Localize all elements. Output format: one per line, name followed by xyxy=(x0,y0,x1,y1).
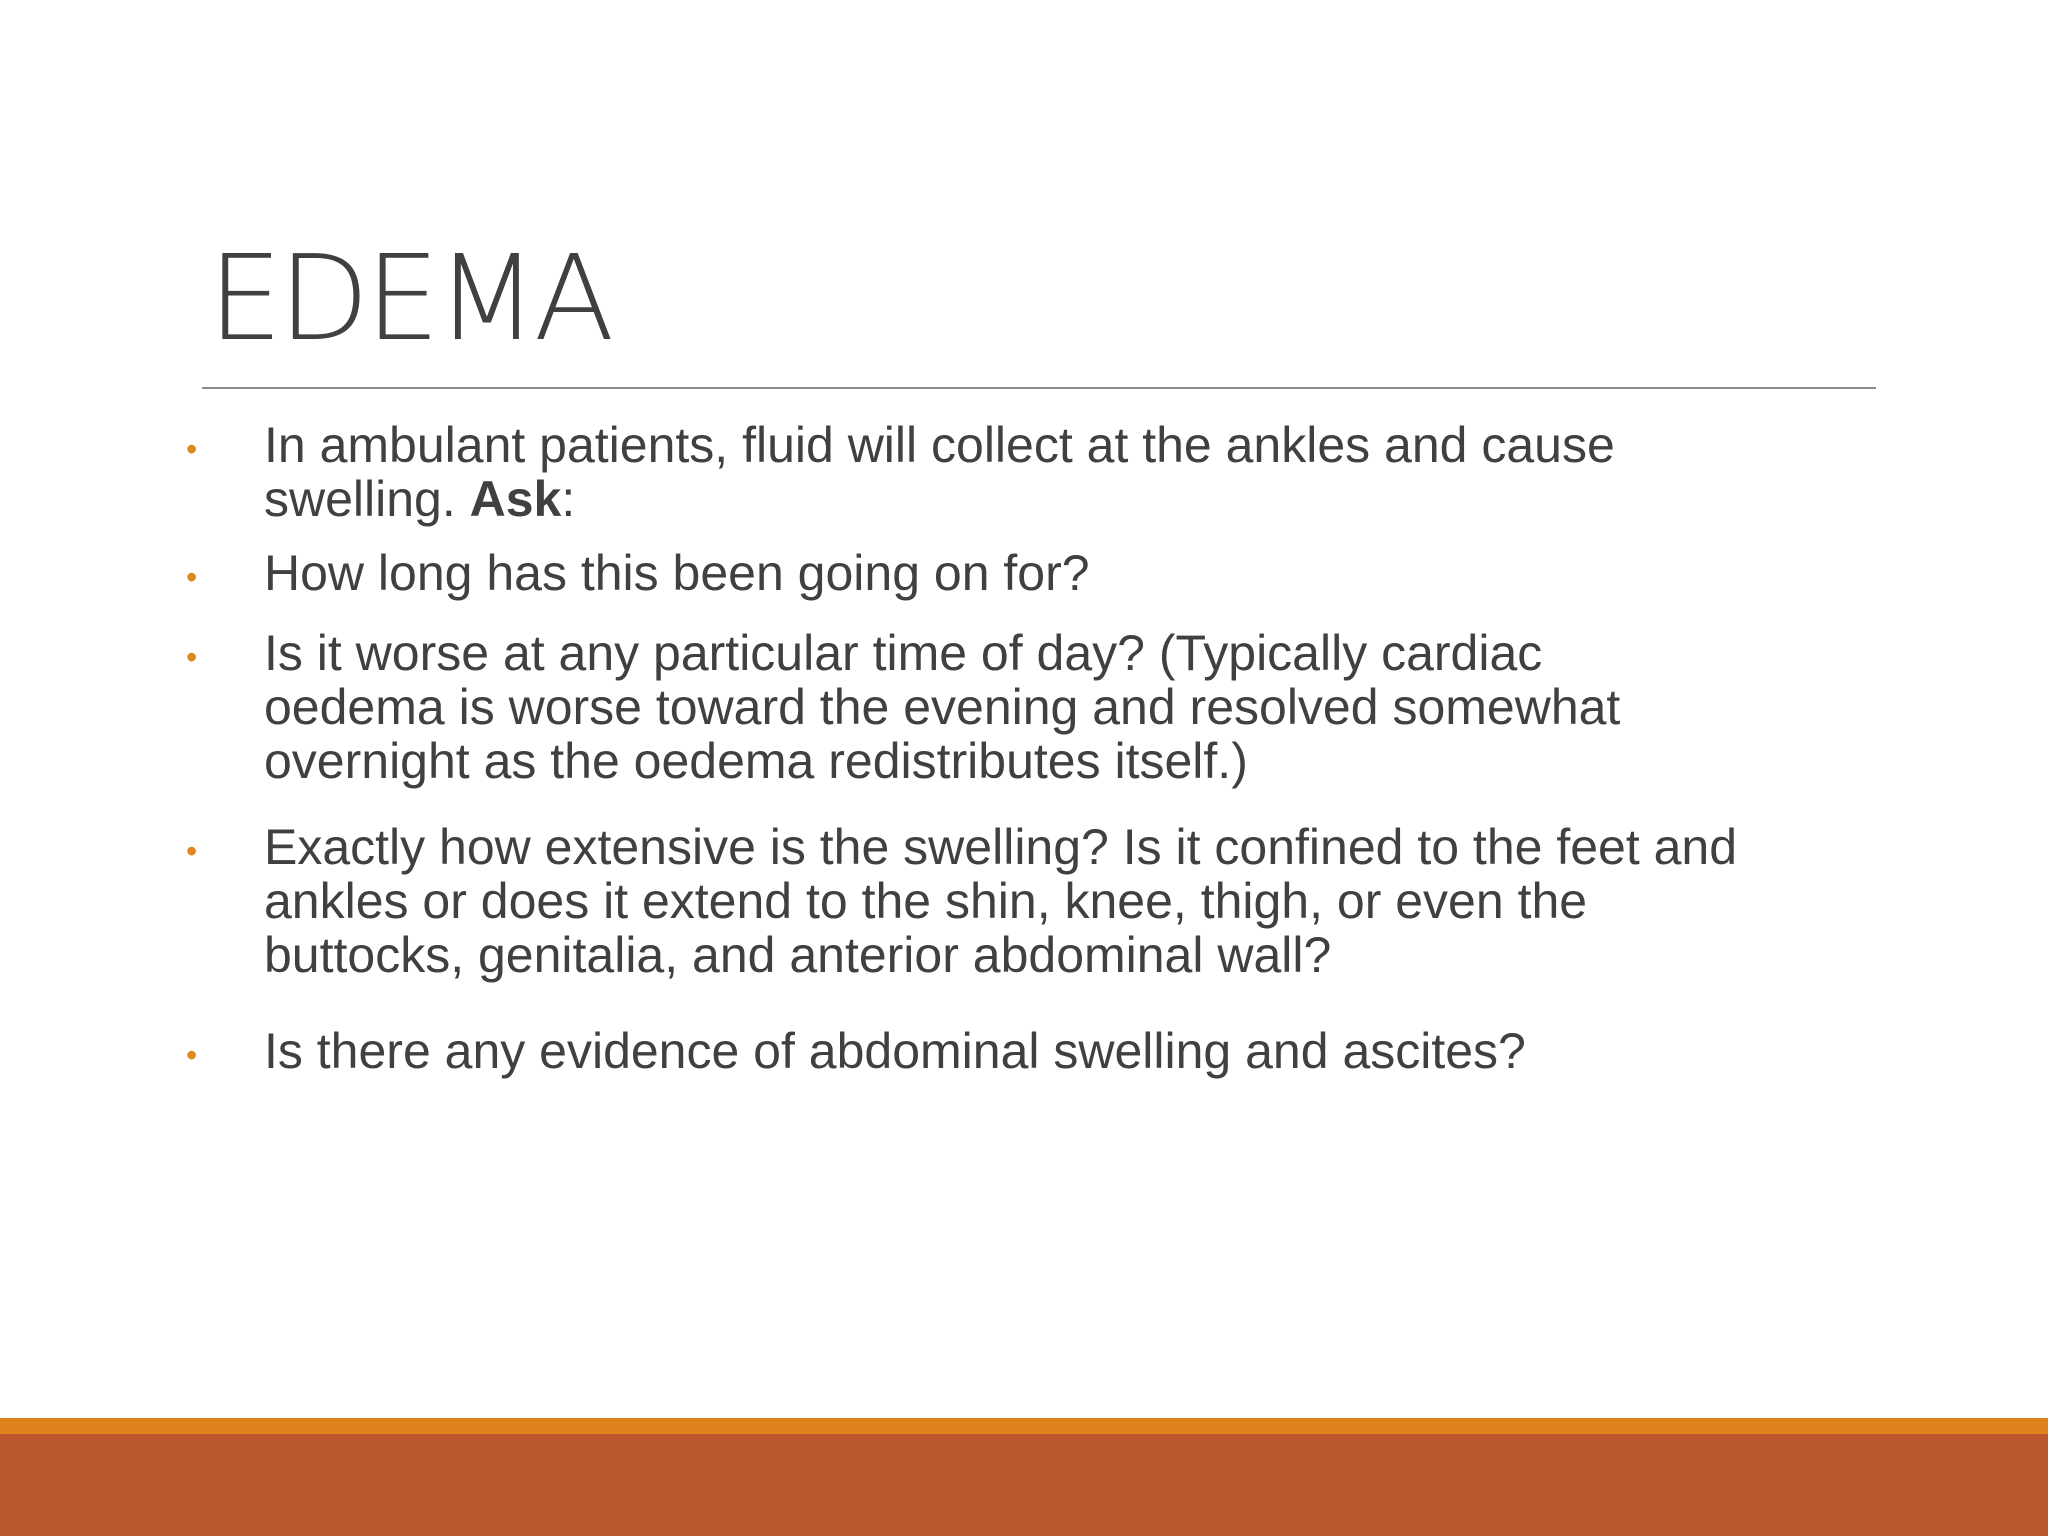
bullet-text xyxy=(264,626,1844,788)
bullet-line: How long has this been going on for? xyxy=(264,545,1090,601)
bullet-line xyxy=(264,472,1844,526)
bullet-icon: • xyxy=(186,431,198,467)
bullet-line: overnight as the oedema redistributes itself.) xyxy=(264,733,1248,789)
bullet-line-text: swelling. xyxy=(264,471,470,527)
bullet-line: buttocks, genitalia, and anterior abdominal wall? xyxy=(264,927,1332,983)
bullet-line-suffix: : xyxy=(561,471,576,527)
bullet-text xyxy=(264,1024,1844,1078)
bold-text: Ask xyxy=(469,471,562,527)
bullet-icon: • xyxy=(186,559,198,595)
bullet-line: Is there any evidence of abdominal swelling and ascites? xyxy=(264,1023,1526,1079)
bullet-line: In ambulant patients, fluid will collect at the ankles and cause xyxy=(264,417,1615,473)
footer-band xyxy=(0,1434,2048,1536)
bullet-line: Exactly how extensive is the swelling? Is it confined to the feet and xyxy=(264,819,1738,875)
bullet-line: oedema is worse toward the evening and resolved somewhat xyxy=(264,679,1621,735)
bullet-icon: • xyxy=(186,833,198,869)
bullet-icon: • xyxy=(186,1037,198,1073)
bullet-line: Is it worse at any particular time of day? (Typically cardiac xyxy=(264,625,1543,681)
bullet-line: ankles or does it extend to the shin, knee, thigh, or even the xyxy=(264,873,1588,929)
bullet-text xyxy=(264,820,1844,982)
bullet-text xyxy=(264,418,1844,526)
slide-title: EDEMA xyxy=(208,229,611,367)
bullet-text xyxy=(264,546,1844,600)
bullet-icon: • xyxy=(186,639,198,675)
footer-accent-bar xyxy=(0,1418,2048,1434)
